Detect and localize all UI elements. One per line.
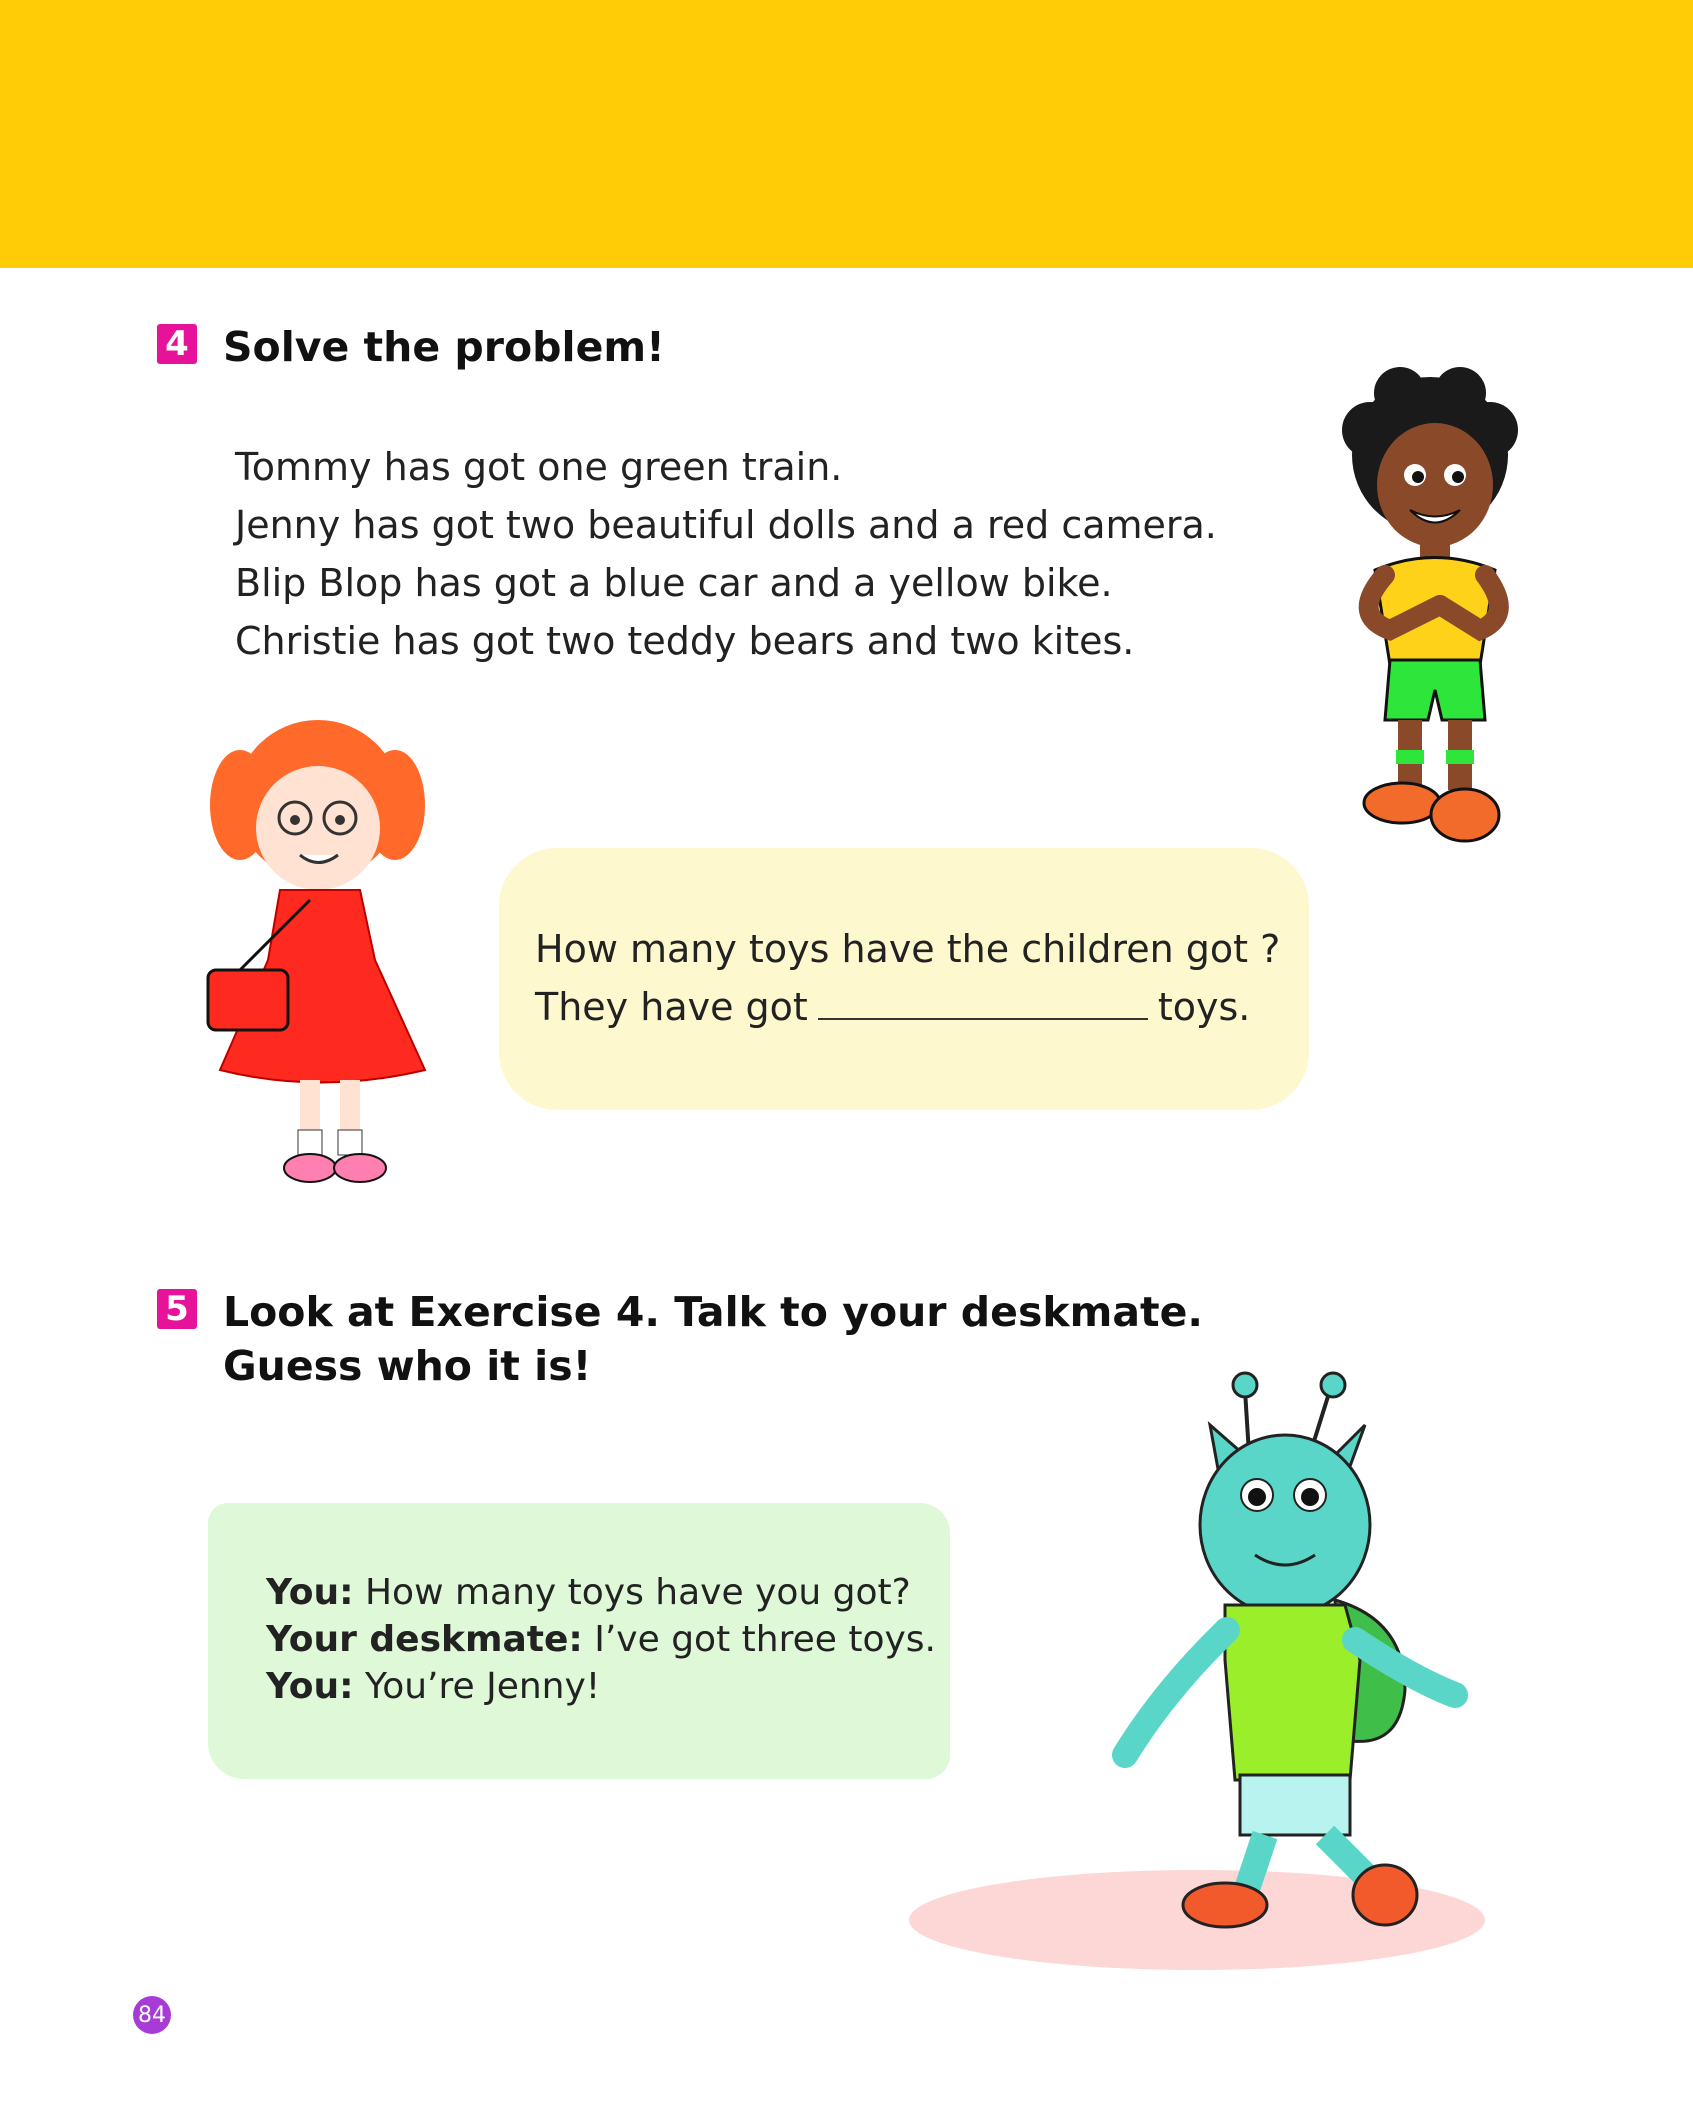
dialog-text: You’re Jenny! (364, 1666, 601, 1707)
story-line: Blip Blop has got a blue car and a yellow bike. (235, 561, 1113, 605)
dialog-speaker: You: (266, 1666, 354, 1707)
girl-illustration (200, 710, 460, 1200)
answer-line (535, 978, 1280, 1036)
dialog-line (266, 1663, 936, 1710)
answer-prefix: They have got (535, 985, 808, 1029)
top-color-band (0, 0, 1693, 268)
boy-illustration (1330, 375, 1530, 855)
exercise-4-header (157, 320, 665, 374)
answer-suffix: toys. (1157, 985, 1251, 1029)
alien-illustration (905, 1360, 1495, 1980)
exercise-5-number-badge: 5 (157, 1289, 197, 1329)
dialog-speaker: You: (266, 1572, 354, 1613)
dialog-box (208, 1503, 950, 1779)
question-box (499, 848, 1309, 1110)
exercise-5-title-line2: Guess who it is! (223, 1342, 592, 1390)
dialog-line (266, 1569, 936, 1616)
story-line: Christie has got two teddy bears and two kites. (235, 619, 1135, 663)
answer-blank[interactable] (818, 984, 1148, 1020)
dialog-line (266, 1616, 936, 1663)
exercise-4-number-badge: 4 (157, 324, 197, 364)
exercise-4-story (235, 438, 1217, 670)
exercise-4-title: Solve the problem! (223, 323, 665, 371)
story-line: Tommy has got one green train. (235, 445, 843, 489)
dialog-speaker: Your deskmate: (266, 1619, 583, 1660)
story-line: Jenny has got two beautiful dolls and a red camera. (235, 503, 1217, 547)
question-text: How many toys have the children got ? (535, 927, 1281, 971)
dialog-text: I’ve got three toys. (594, 1619, 936, 1660)
dialog-text: How many toys have you got? (364, 1572, 911, 1613)
page-number-badge: 84 (133, 1996, 171, 2034)
exercise-5-title-line1: Look at Exercise 4. Talk to your deskmate. (223, 1288, 1203, 1336)
